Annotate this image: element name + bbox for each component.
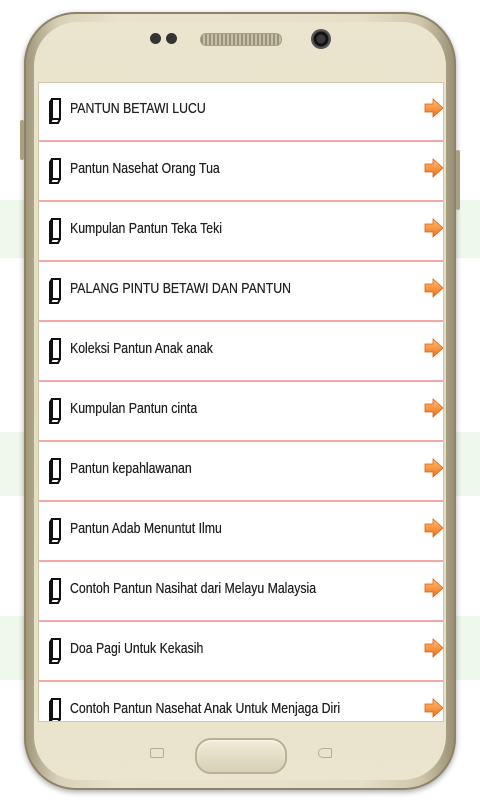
arrow-right-icon (424, 698, 444, 718)
menu-item-6[interactable] (38, 382, 444, 442)
arrow-right-icon (424, 278, 444, 298)
menu-item-10[interactable] (38, 622, 444, 682)
sensor-dot (166, 33, 177, 44)
book-icon (48, 398, 62, 424)
home-button[interactable] (195, 738, 287, 774)
arrow-right-icon (424, 398, 444, 418)
menu-item-3[interactable] (38, 202, 444, 262)
book-icon (48, 218, 62, 244)
arrow-right-icon (424, 338, 444, 358)
arrow-right-icon (424, 98, 444, 118)
arrow-right-icon (424, 158, 444, 178)
menu-item-4[interactable] (38, 262, 444, 322)
book-icon (48, 338, 62, 364)
menu-item-label: Pantun Adab Menuntut Ilmu (70, 520, 222, 537)
arrow-right-icon (424, 638, 444, 658)
menu-item-label: PALANG PINTU BETAWI DAN PANTUN (70, 280, 291, 297)
menu-item-label: Contoh Pantun Nasihat dari Melayu Malaysia (70, 580, 317, 597)
arrow-right-icon (424, 218, 444, 238)
arrow-right-icon (424, 518, 444, 538)
menu-item-9[interactable] (38, 562, 444, 622)
recent-apps-icon[interactable] (150, 748, 164, 758)
menu-item-5[interactable] (38, 322, 444, 382)
menu-item-label: Pantun kepahlawanan (70, 460, 192, 477)
menu-item-8[interactable] (38, 502, 444, 562)
volume-button (20, 120, 24, 160)
book-icon (48, 518, 62, 544)
menu-item-2[interactable] (38, 142, 444, 202)
menu-item-label: Doa Pagi Untuk Kekasih (70, 640, 204, 657)
arrow-right-icon (424, 458, 444, 478)
earpiece-speaker (200, 33, 282, 46)
menu-item-label: PANTUN BETAWI LUCU (70, 100, 206, 117)
menu-list (38, 82, 444, 722)
sensor-dot (150, 33, 161, 44)
menu-item-1[interactable] (38, 82, 444, 142)
menu-item-label: Kumpulan Pantun cinta (70, 400, 198, 417)
menu-item-label: Kumpulan Pantun Teka Teki (70, 220, 223, 237)
screen (38, 82, 444, 722)
arrow-right-icon (424, 578, 444, 598)
book-icon (48, 698, 62, 722)
book-icon (48, 278, 62, 304)
menu-item-11[interactable] (38, 682, 444, 722)
book-icon (48, 158, 62, 184)
power-button (456, 150, 460, 210)
menu-item-label: Pantun Nasehat Orang Tua (70, 160, 220, 177)
menu-item-label: Contoh Pantun Nasehat Anak Untuk Menjaga Diri (70, 700, 341, 717)
book-icon (48, 458, 62, 484)
menu-item-7[interactable] (38, 442, 444, 502)
front-camera (311, 29, 331, 49)
back-icon[interactable] (318, 748, 332, 758)
book-icon (48, 98, 62, 124)
book-icon (48, 638, 62, 664)
book-icon (48, 578, 62, 604)
menu-item-label: Koleksi Pantun Anak anak (70, 340, 213, 357)
